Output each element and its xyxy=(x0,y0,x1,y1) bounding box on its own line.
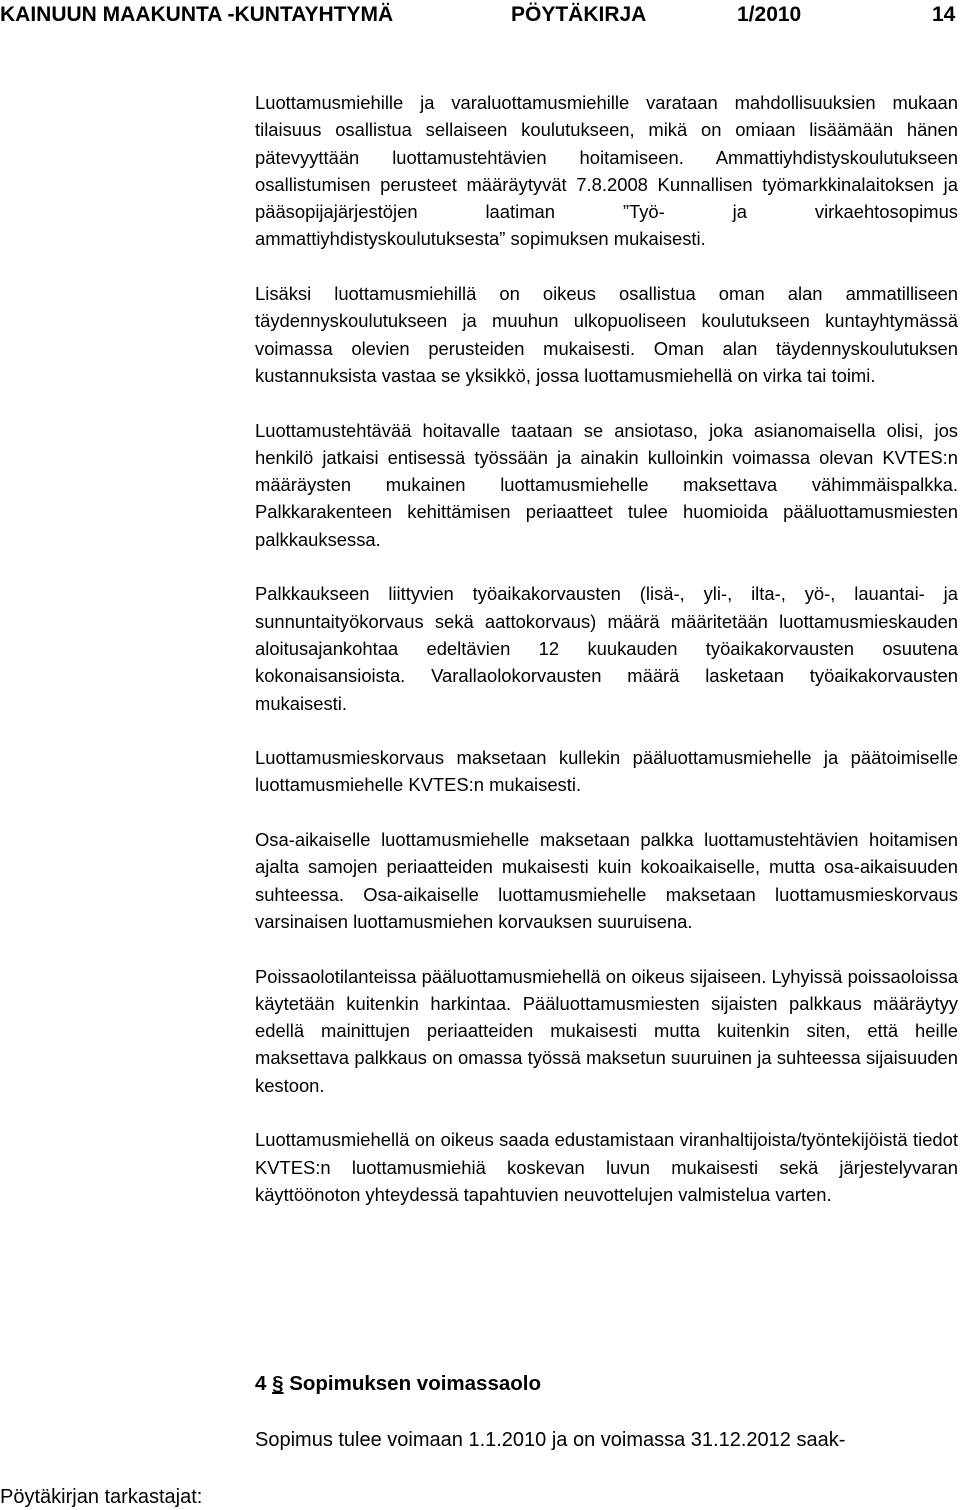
section-heading xyxy=(255,1370,541,1398)
paragraph-part-time: Osa-aikaiselle luottamusmiehelle maksetaan palkka luottamustehtävien hoitamisen ajalta samojen periaatteiden mukaisesti kuin kokoaikaiselle, mutta osa-aikaisuuden suhteessa. Osa-aikaiselle luottamusmiehelle maksetaan luottamusmieskorvaus varsinaisen luottamusmiehen korvauksen suuruisena. xyxy=(255,829,958,932)
paragraph-shop-steward-compensation: Luottamusmieskorvaus maksetaan kullekin pääluottamusmiehelle ja päätoimiselle luottamusmiehelle KVTES:n mukaisesti. xyxy=(255,747,958,796)
paragraph-working-time-compensation: Palkkaukseen liittyvien työaikakorvausten (lisä-, yli-, ilta-, yö-, lauantai- ja sunnuntaityökorvaus sekä aattokorvaus) määrä määritetään luottamusmieskauden aloitusajankohtaa edeltävien 12 kuukauden työaikakorvausten osuutena kokonaisansioista. Varallaolokorvausten määrä lasketaan työaikakorvausten mukaisesti. xyxy=(255,583,958,714)
document-number: 1/2010 xyxy=(737,3,802,26)
paragraph-training: Luottamusmiehille ja varaluottamusmiehille varataan mahdollisuuksien mukaan tilaisuus osallistua sellaiseen koulutukseen, mikä on omiaan lisäämään hänen pätevyyttään luottamustehtävien hoitamiseen. Ammattiyhdistyskoulutukseen osallistumisen perusteet määräytyvät 7.8.2008 Kunnallisen työmarkkinalaitoksen ja pääsopijajärjestöjen laatiman ”Työ- ja virkaehtosopimus ammattiyhdistyskoulutuksesta” sopimuksen mukaisesti. xyxy=(255,92,958,250)
paragraph-income-level: Luottamustehtävää hoitavalle taataan se ansiotaso, joka asianomaisella olisi, jos henkilö jatkaisi entisessä työssään ja ainakin kulloinkin voimassa olevan KVTES:n määräysten mukainen luottamusmiehelle maksettava vähimmäispalkka. Palkkarakenteen kehittämisen periaatteet tulee huomioida pääluottamusmiesten palkkauksessa. xyxy=(255,419,958,550)
organization-name: KAINUUN MAAKUNTA -KUNTAYHTYMÄ xyxy=(0,3,394,26)
section-title: Sopimuksen voimassaolo xyxy=(289,1372,541,1395)
document-body xyxy=(255,89,958,1235)
reviewers-label: Pöytäkirjan tarkastajat: xyxy=(0,1486,203,1508)
document-type: PÖYTÄKIRJA xyxy=(511,3,647,26)
paragraph-information-rights: Luottamusmiehellä on oikeus saada edustamistaan viranhaltijoista/työntekijöistä tiedot KVTES:n luottamusmiehiä koskevan luvun mukaisesti sekä järjestelyvaran käyttöönoton yhteydessä tapahtuvien neuvottelujen valmistelua varten. xyxy=(255,1129,958,1205)
section-number: 4 xyxy=(255,1372,267,1395)
paragraph-substitutes: Poissaolotilanteissa pääluottamusmiehellä on oikeus sijaiseen. Lyhyissä poissaoloissa käytetään kuitenkin harkintaa. Pääluottamusmiesten sijaisten palkkaus määräytyy edellä mainittujen periaatteiden mukaisesti mutta kuitenkin siten, että heille maksettava palkkaus on omassa työssä maksetun suuruinen ja suhteessa sijaisuuden kestoon. xyxy=(255,965,958,1096)
paragraph-professional-training: Lisäksi luottamusmiehillä on oikeus osallistua oman alan ammatilliseen täydennyskoulutukseen ja muuhun ulkopuoliseen koulutukseen kuntayhtymässä voimassa olevien perusteiden mukaisesti. Oman alan täydennyskoulutuksen kustannuksista vastaa se yksikkö, jossa luottamusmiehellä on virka tai toimi. xyxy=(255,283,958,386)
page-header xyxy=(0,0,960,32)
section-text: Sopimus tulee voimaan 1.1.2010 ja on voimassa 31.12.2012 saak- xyxy=(255,1429,846,1451)
page-number: 14 xyxy=(932,3,956,26)
section-sign: § xyxy=(272,1372,284,1395)
